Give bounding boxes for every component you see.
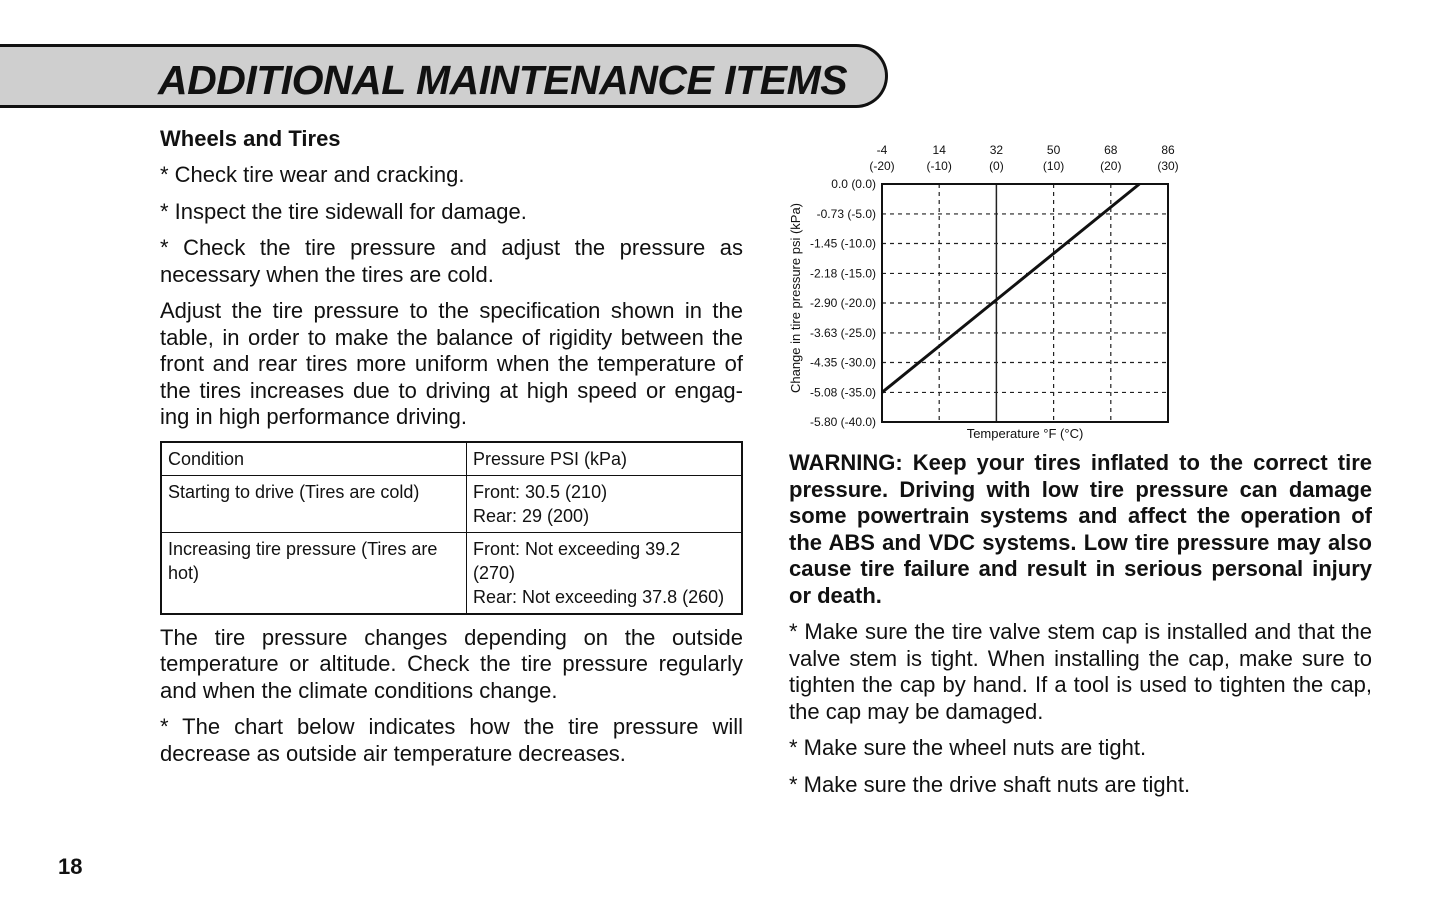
bullet-check-pressure: * Check the tire pressure and adjust the pressure as necessary when the tires are cold. xyxy=(160,235,743,287)
x-tick-label-f: 50 xyxy=(1046,143,1061,157)
series-line xyxy=(882,184,1139,392)
y-tick-label: -1.45 (-10.0) xyxy=(809,236,876,251)
x-tick-label-c: (20) xyxy=(1100,159,1122,173)
table-header-row xyxy=(161,442,742,476)
page-title: ADDITIONAL MAINTENANCE ITEMS xyxy=(158,57,848,103)
x-tick-label-f: -4 xyxy=(876,143,888,157)
x-tick-label-c: (30) xyxy=(1157,159,1179,173)
paragraph-pressure-changes: The tire pressure changes depending on the outside temperature or altitude. Check the tire pressure regularly and when the climate conditions change. xyxy=(160,624,743,703)
bullet-tire-wear: * Check tire wear and cracking. xyxy=(160,162,465,187)
y-tick-label: 0.0 (0.0) xyxy=(831,177,876,191)
bullet-chart-note: * The chart below indicates how the tire pressure will decrease as outside air temperature decreases. xyxy=(160,714,743,766)
bullet-valve-cap: * Make sure the tire valve stem cap is installed and that the valve stem is tight. When installing the cap, make sure to tighten the cap by hand. If a tool is used to tighten the cap, the cap may be damaged. xyxy=(789,619,1372,724)
x-tick-label-f: 68 xyxy=(1104,143,1118,157)
bullet-sidewall: * Inspect the tire sidewall for damage. xyxy=(160,198,527,224)
x-tick-label-f: 14 xyxy=(932,143,946,157)
chart-svg xyxy=(770,132,1200,444)
x-tick-label-c: (-10) xyxy=(926,159,952,173)
table-row xyxy=(161,532,742,614)
pressure-temperature-chart xyxy=(770,132,1200,444)
y-tick-label: -5.80 (-40.0) xyxy=(809,415,876,429)
x-tick-label-c: (10) xyxy=(1042,159,1065,173)
y-axis-title: Change in tire pressure psi (kPa) xyxy=(788,202,803,394)
left-column xyxy=(160,126,743,777)
table-cell-pressure xyxy=(467,475,743,532)
paragraph-adjust-pressure: Adjust the tire pressure to the specification shown in the table, in order to make the balance of rigidity between the front and rear tires more uniform when the temperature of the tires increases due to driving at high speed or engag-ing in high performance driving. xyxy=(160,298,743,429)
pressure-line: Front: 30.5 (210) xyxy=(473,481,608,502)
pressure-line: Front: Not exceeding 39.2 xyxy=(473,538,681,559)
y-tick-label: -4.35 (-30.0) xyxy=(809,355,876,370)
y-tick-label: -0.73 (-5.0) xyxy=(816,206,876,221)
bullet-wheel-nuts: * Make sure the wheel nuts are tight. xyxy=(789,735,1147,760)
y-tick-label: -3.63 (-25.0) xyxy=(809,325,876,340)
pressure-spec-table xyxy=(160,441,743,615)
table-header-pressure: Pressure PSI (kPa) xyxy=(467,442,743,476)
warning-text: WARNING: Keep your tires inflated to the correct tire pressure. Driving with low tire pressure can damage some powertrain systems and affect the operation of the ABS and VDC systems. Low tire pressure may also cause tire failure and result in serious personal injury or death. xyxy=(789,450,1372,608)
table-header-condition: Condition xyxy=(161,442,467,476)
x-tick-label-f: 32 xyxy=(989,143,1004,157)
y-tick-label: -5.08 (-35.0) xyxy=(809,385,876,400)
page-number: 18 xyxy=(58,854,83,879)
section-heading: Wheels and Tires xyxy=(160,126,341,151)
table-cell-pressure xyxy=(467,532,743,614)
pressure-line: (270) xyxy=(473,562,516,583)
x-axis-title: Temperature °F (°C) xyxy=(966,426,1084,441)
x-tick-label-c: (-20) xyxy=(869,159,895,173)
x-tick-label-c: (0) xyxy=(989,159,1004,173)
x-tick-label-f: 86 xyxy=(1161,143,1175,157)
bullet-drive-shaft-nuts: * Make sure the drive shaft nuts are tight. xyxy=(789,771,1191,797)
y-tick-label: -2.90 (-20.0) xyxy=(809,296,876,310)
pressure-line: Rear: Not exceeding 37.8 (260) xyxy=(473,586,725,607)
y-tick-label: -2.18 (-15.0) xyxy=(809,266,876,281)
pressure-line: Rear: 29 (200) xyxy=(473,505,590,526)
table-row xyxy=(161,475,742,532)
table-cell-condition: Starting to drive (Tires are cold) xyxy=(161,475,467,532)
table-cell-condition: Increasing tire pressure (Tires are hot) xyxy=(161,532,467,614)
right-column xyxy=(789,450,1372,808)
